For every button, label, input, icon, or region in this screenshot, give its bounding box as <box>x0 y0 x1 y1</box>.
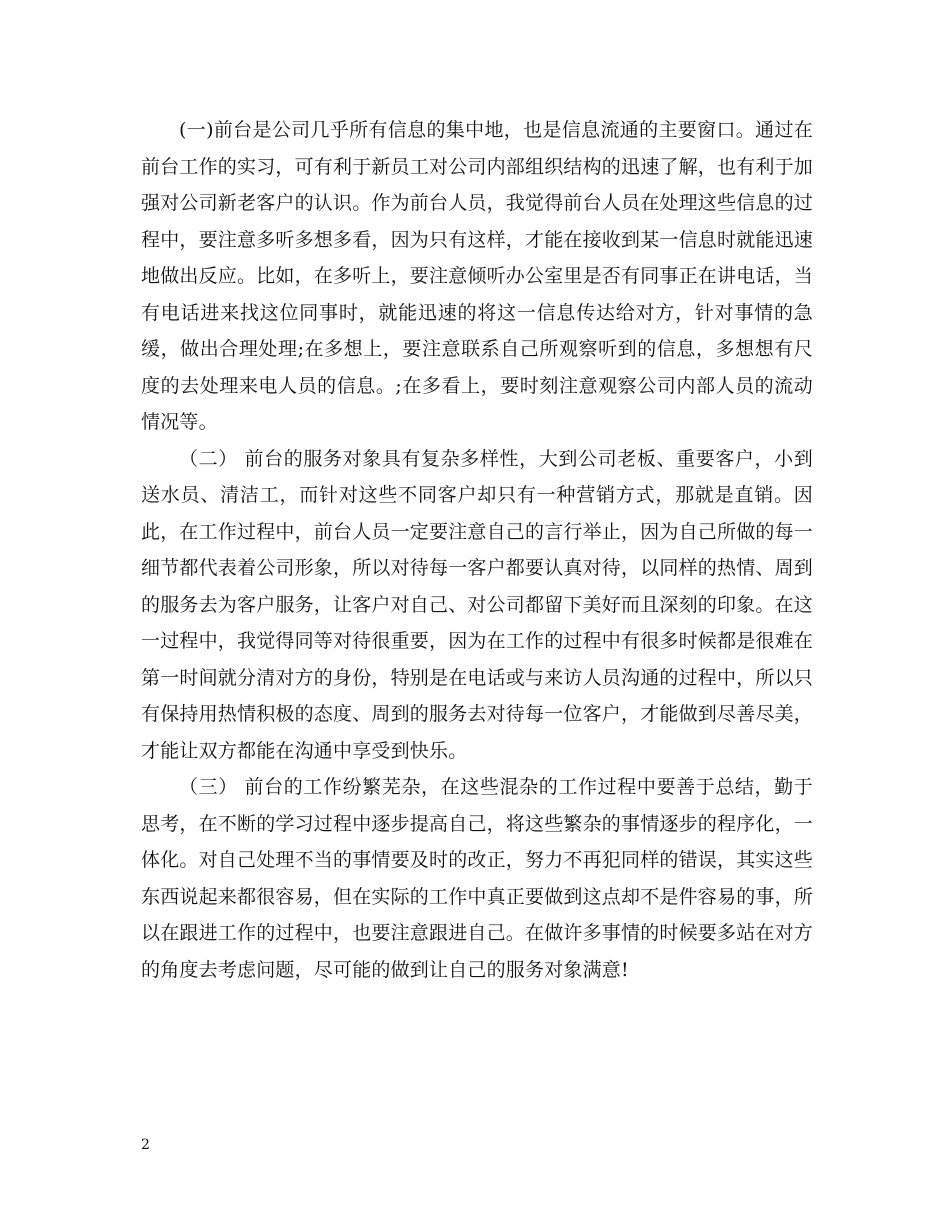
paragraph-3: （三） 前台的工作纷繁芜杂，在这些混杂的工作过程中要善于总结，勤于思考，在不断的学习过程中逐步提高自己，将这些繁杂的事情逐步的程序化，一体化。对自己处理不当的事情要及时的改正，努力不再犯同样的错误，其实这些东西说起来都很容易，但在实际的工作中真正要做到这点却不是件容易的事，所以在跟进工作的过程中，也要注意跟进自己。在做许多事情的时候要多站在对方的角度去考虑问题，尽可能的做到让自己的服务对象满意! <box>141 776 814 981</box>
document-body <box>141 112 813 988</box>
page-number: 2 <box>141 1137 150 1153</box>
paragraph-2: （二） 前台的服务对象具有复杂多样性，大到公司老板、重要客户，小到送水员、清洁工，而针对这些不同客户却只有一种营销方式，那就是直销。因此，在工作过程中，前台人员一定要注意自己的言行举止，因为自己所做的每一细节都代表着公司形象，所以对待每一客户都要认真对待，以同样的热情、周到的服务去为客户服务，让客户对自己、对公司都留下美好而且深刻的印象。在这一过程中，我觉得同等对待很重要，因为在工作的过程中有很多时候都是很难在第一时间就分清对方的身份，特别是在电话或与来访人员沟通的过程中，所以只有保持用热情积极的态度、周到的服务去对待每一位客户，才能做到尽善尽美，才能让双方都能在沟通中享受到快乐。 <box>141 447 814 762</box>
paragraph-1: (一)前台是公司几乎所有信息的集中地，也是信息流通的主要窗口。通过在前台工作的实习，可有利于新员工对公司内部组织结构的迅速了解，也有利于加强对公司新老客户的认识。作为前台人员，我觉得前台人员在处理这些信息的过程中，要注意多听多想多看，因为只有这样，才能在接收到某一信息时就能迅速地做出反应。比如，在多听上，要注意倾听办公室里是否有同事正在讲电话，当有电话进来找这位同事时，就能迅速的将这一信息传达给对方，针对事情的急缓，做出合理处理;在多想上，要注意联系自己所观察听到的信息，多想想有尺度的去处理来电人员的信息。;在多看上，要时刻注意观察公司内部人员的流动情况等。 <box>141 119 814 433</box>
